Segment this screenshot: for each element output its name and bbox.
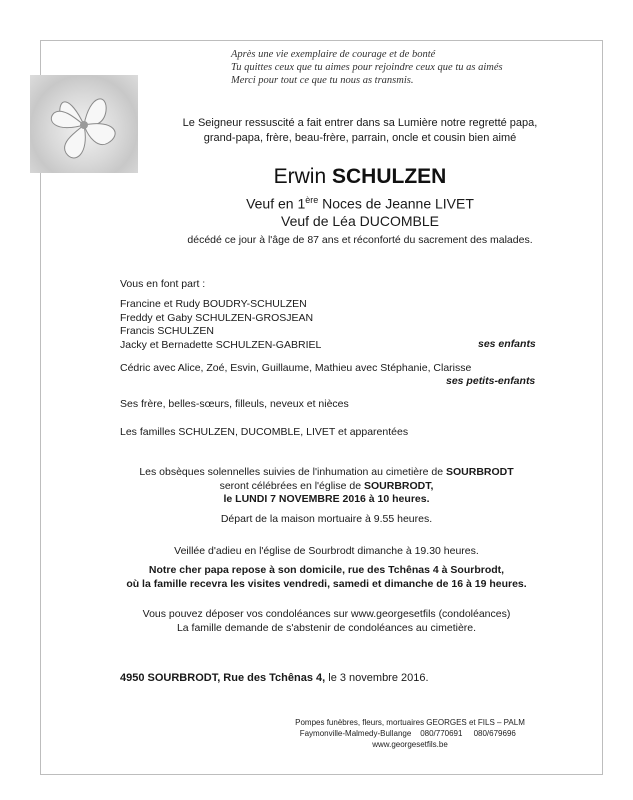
families-line: Les familles SCHULZEN, DUCOMBLE, LIVET et apparentées bbox=[120, 426, 409, 438]
condolences-line: Vous pouvez déposer vos condoléances sur www.georgesetfils (condoléances) bbox=[142, 608, 511, 620]
condolences-line: La famille demande de s'abstenir de condoléances au cimetière. bbox=[176, 621, 477, 634]
child-entry: Freddy et Gaby SCHULZEN-GROSJEAN bbox=[120, 311, 314, 324]
intro-line: grand-papa, frère, beau-frère, parrain, oncle et cousin bien aimé bbox=[203, 132, 517, 144]
rest-info bbox=[110, 564, 543, 591]
widower-line-1-prefix: Veuf en 1 bbox=[246, 195, 306, 212]
widower-line-2: Veuf de Léa DUCOMBLE bbox=[281, 212, 439, 229]
widower-line-1-suffix: Noces de Jeanne LIVET bbox=[318, 195, 474, 212]
funeral-home-name: Pompes funèbres, fleurs, mortuaires GEORGES et FILS – PALM bbox=[295, 718, 525, 727]
poem-line: Tu quittes ceux que tu aimes pour rejoindre ceux que tu as aimés bbox=[231, 62, 503, 73]
siblings-line: Ses frère, belles-sœurs, filleuls, neveux et nièces bbox=[120, 398, 349, 410]
funeral-home-contacts bbox=[280, 728, 540, 750]
rest-line: où la famille recevra les visites vendredi, samedi et dimanche de 16 à 19 heures. bbox=[126, 577, 527, 590]
funeral-home-footer bbox=[280, 717, 540, 750]
funeral-home-phone-2: 080/679696 bbox=[473, 729, 516, 738]
funeral-home-phone-1: 080/770691 bbox=[420, 729, 463, 738]
funeral-home-place: Faymonville-Malmedy-Bullange bbox=[299, 729, 412, 738]
intro-line: Le Seigneur ressuscité a fait entrer dans sa Lumière notre regretté papa, bbox=[182, 117, 538, 129]
condolences-info bbox=[110, 608, 543, 635]
child-entry: Jacky et Bernadette SCHULZEN-GABRIEL bbox=[120, 338, 322, 351]
funeral-line-2 bbox=[110, 480, 543, 494]
vigil-line: Veillée d'adieu en l'église de Sourbrodt dimanche à 19.30 heures. bbox=[174, 545, 479, 557]
funeral-line-2-prefix: seront célébrées en l'église de bbox=[219, 479, 364, 492]
ordinal-suffix: ère bbox=[305, 195, 319, 205]
funeral-date: le LUNDI 7 NOVEMBRE 2016 à 10 heures. bbox=[223, 493, 430, 505]
children-label: ses enfants bbox=[478, 338, 536, 350]
intro-text bbox=[160, 116, 560, 146]
departure-time: Départ de la maison mortuaire à 9.55 heures. bbox=[220, 512, 433, 525]
address-line bbox=[120, 672, 429, 686]
funeral-line-1-prefix: Les obsèques solennelles suivies de l'inhumation au cimetière de bbox=[139, 466, 447, 478]
child-entry: Francine et Rudy BOUDRY-SCHULZEN bbox=[120, 298, 307, 310]
funeral-home-website[interactable]: www.georgesetfils.be bbox=[372, 740, 448, 749]
announce-label: Vous en font part : bbox=[120, 278, 206, 290]
children-list bbox=[120, 298, 321, 352]
address-date: le 3 novembre 2016. bbox=[325, 672, 429, 684]
poem bbox=[231, 48, 571, 87]
death-notice: décédé ce jour à l'âge de 87 ans et réconforté du sacrement des malades. bbox=[187, 234, 533, 246]
church-place: SOURBRODT, bbox=[364, 479, 434, 492]
grandchildren-label: ses petits-enfants bbox=[446, 375, 536, 387]
widower-line-1 bbox=[160, 192, 560, 213]
widower-lines bbox=[160, 192, 560, 230]
funeral-info bbox=[110, 466, 543, 526]
deceased-name bbox=[160, 164, 560, 190]
poem-line: Après une vie exemplaire de courage et de bonté bbox=[231, 49, 436, 60]
rest-line: Notre cher papa repose à son domicile, rue des Tchênas 4 à Sourbrodt, bbox=[148, 564, 505, 576]
child-entry: Francis SCHULZEN bbox=[120, 325, 214, 337]
grandchildren-list: Cédric avec Alice, Zoé, Esvin, Guillaume, Mathieu avec Stéphanie, Clarisse bbox=[120, 362, 472, 374]
funeral-line-1 bbox=[110, 466, 543, 480]
poem-line: Merci pour tout ce que tu nous as transmis. bbox=[231, 75, 414, 86]
first-name: Erwin bbox=[273, 165, 327, 188]
last-name: SCHULZEN bbox=[332, 165, 447, 188]
flower-image bbox=[30, 75, 138, 173]
address-bold: 4950 SOURBRODT, Rue des Tchênas 4, bbox=[120, 672, 326, 684]
funeral-place: SOURBRODT bbox=[446, 466, 514, 478]
